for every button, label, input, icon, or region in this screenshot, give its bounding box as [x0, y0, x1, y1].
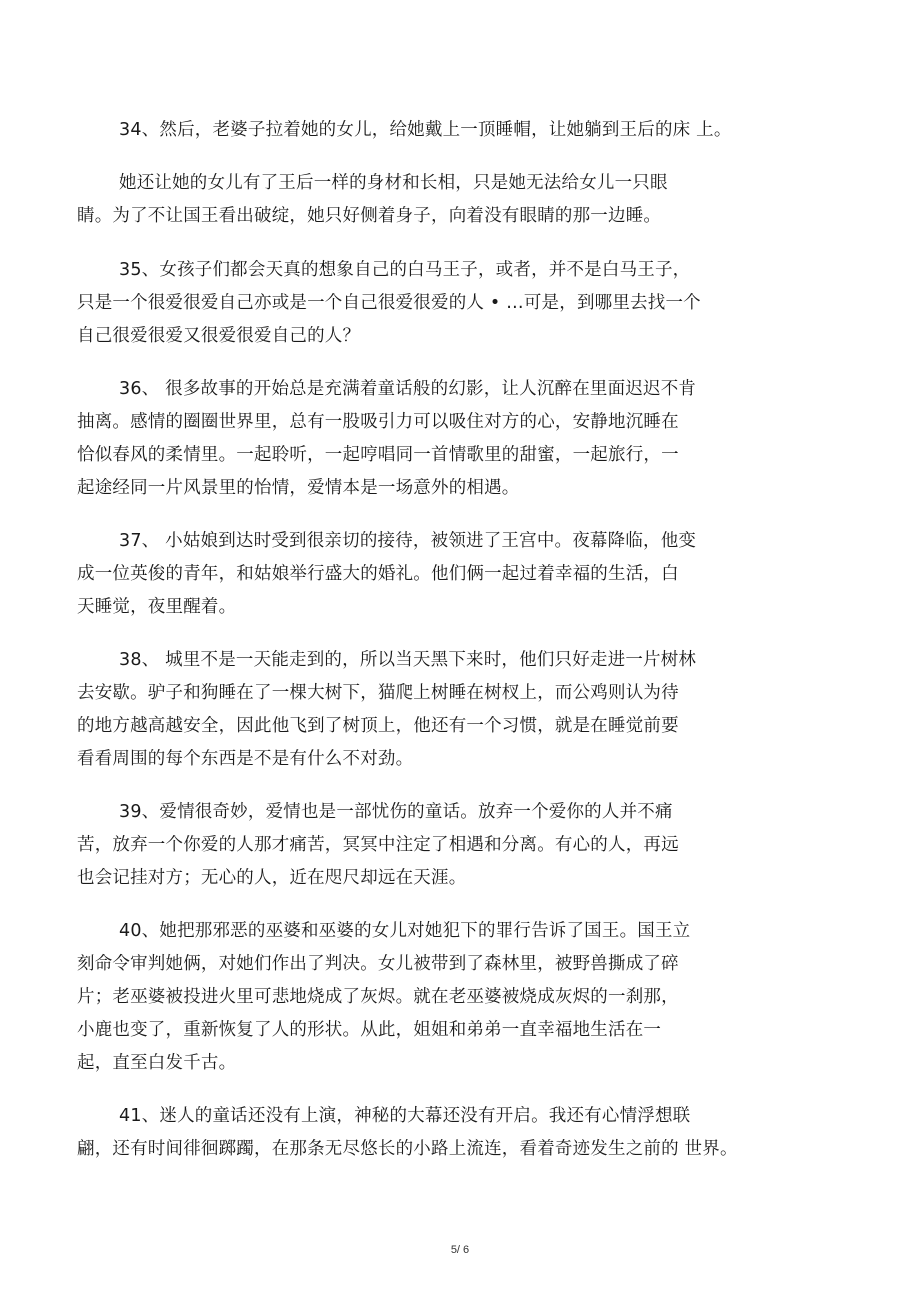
p35-line-1: 35、女孩子们都会天真的想象自己的白马王子，或者，并不是白马王子，	[119, 260, 691, 280]
p39-line-3: 也会记挂对方；无心的人，近在咫尺却远在天涯。	[77, 868, 467, 888]
p38-line-1: 38、 城里不是一天能走到的，所以当天黑下来时，他们只好走进一片树林	[119, 650, 697, 670]
p37-line-1: 37、 小姑娘到达时受到很亲切的接待，被领进了王宫中。夜幕降临，他变	[119, 531, 697, 551]
p40-line-4: 小鹿也变了，重新恢复了人的形状。从此，姐姐和弟弟一直幸福地生活在一	[77, 1020, 662, 1040]
p38-line-4: 看看周围的每个东西是不是有什么不对劲。	[77, 749, 414, 769]
p39-line-1: 39、爱情很奇妙，爱情也是一部忧伤的童话。放弃一个爱你的人并不痛	[119, 802, 673, 822]
page-number: 5/ 6	[450, 1244, 470, 1256]
p36-line-2: 抽离。感情的圈圈世界里，总有一股吸引力可以吸住对方的心，安静地沉睡在	[77, 412, 679, 432]
p34b-line-1: 她还让她的女儿有了王后一样的身材和长相，只是她无法给女儿一只眼	[119, 173, 668, 193]
p36-line-3: 恰似春风的柔情里。一起聆听，一起哼唱同一首情歌里的甜蜜，一起旅行，一	[77, 445, 679, 465]
p39-line-2: 苦，放弃一个你爱的人那才痛苦，冥冥中注定了相遇和分离。有心的人，再远	[77, 835, 679, 855]
p41-line-2: 翩，还有时间徘徊踯躅，在那条无尽悠长的小路上流连，看着奇迹发生之前的 世界。	[77, 1139, 738, 1159]
p40-line-3: 片；老巫婆被投进火里可悲地烧成了灰烬。就在老巫婆被烧成灰烬的一刹那，	[77, 987, 679, 1007]
p40-line-5: 起，直至白发千古。	[77, 1053, 237, 1073]
p36-line-1: 36、 很多故事的开始总是充满着童话般的幻影，让人沉醉在里面迟迟不肯	[119, 379, 697, 399]
p34b-line-2: 睛。为了不让国王看出破绽，她只好侧着身子，向着没有眼睛的那一边睡。	[77, 206, 662, 226]
p34-line-1: 34、然后，老婆子拉着她的女儿，给她戴上一顶睡帽，让她躺到王后的床 上。	[119, 120, 732, 140]
p40-line-1: 40、她把那邪恶的巫婆和巫婆的女儿对她犯下的罪行告诉了国王。国王立	[119, 921, 691, 941]
p37-line-3: 天睡觉，夜里醒着。	[77, 597, 237, 617]
p37-line-2: 成一位英俊的青年，和姑娘举行盛大的婚礼。他们俩一起过着幸福的生活，白	[77, 564, 679, 584]
p41-line-1: 41、迷人的童话还没有上演，神秘的大幕还没有开启。我还有心情浮想联	[119, 1106, 691, 1126]
p36-line-4: 起途经同一片风景里的怡情，爱情本是一场意外的相遇。	[77, 478, 520, 498]
p40-line-2: 刻命令审判她俩，对她们作出了判决。女儿被带到了森林里，被野兽撕成了碎	[77, 954, 679, 974]
p35-line-2: 只是一个很爱很爱自己亦或是一个自己很爱很爱的人 • …可是，到哪里去找一个	[77, 293, 701, 313]
p38-line-2: 去安歇。驴子和狗睡在了一棵大树下，猫爬上树睡在树杈上，而公鸡则认为待	[77, 683, 679, 703]
p35-line-3: 自己很爱很爱又很爱很爱自己的人？	[77, 326, 361, 346]
p38-line-3: 的地方越高越安全，因此他飞到了树顶上，他还有一个习惯，就是在睡觉前要	[77, 716, 679, 736]
